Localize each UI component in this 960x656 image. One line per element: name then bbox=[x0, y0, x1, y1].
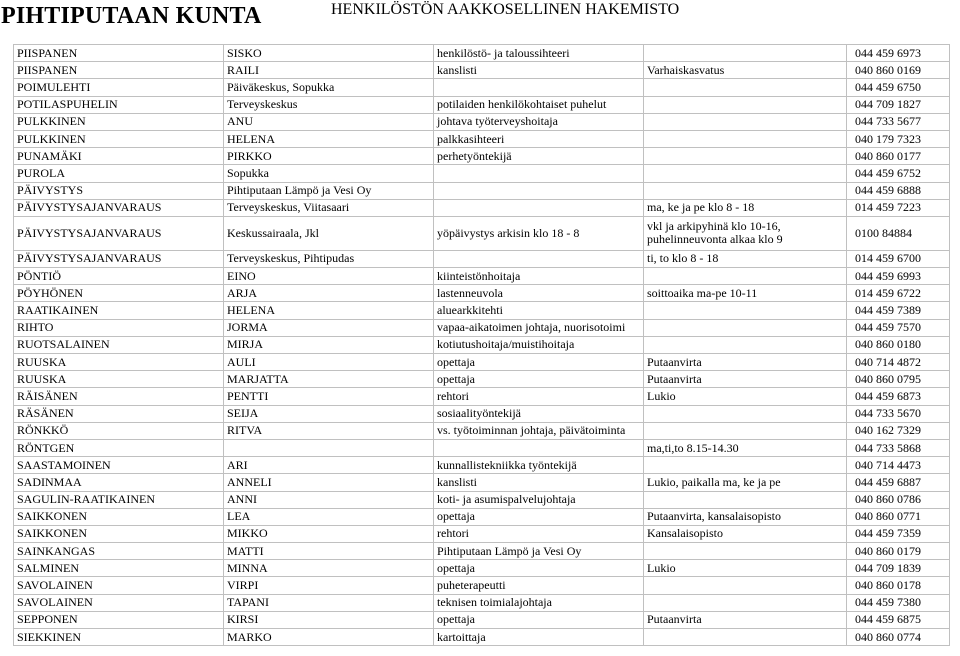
firstname-cell: JORMA bbox=[224, 319, 434, 336]
unit-cell bbox=[644, 79, 847, 96]
phone-cell: 044 459 7380 bbox=[847, 594, 950, 611]
unit-cell: ma, ke ja pe klo 8 - 18 bbox=[644, 199, 847, 216]
surname-cell: PÄIVYSTYSAJANVARAUS bbox=[14, 216, 224, 250]
table-row bbox=[14, 422, 950, 439]
table-row bbox=[14, 130, 950, 147]
role-cell: vs. työtoiminnan johtaja, päivätoiminta bbox=[434, 422, 644, 439]
staff-directory-table bbox=[13, 44, 950, 646]
firstname-cell: HELENA bbox=[224, 302, 434, 319]
surname-cell: SAVOLAINEN bbox=[14, 577, 224, 594]
phone-cell: 040 860 0771 bbox=[847, 508, 950, 525]
phone-cell: 044 459 6873 bbox=[847, 388, 950, 405]
surname-cell: POTILASPUHELIN bbox=[14, 96, 224, 113]
role-cell bbox=[434, 250, 644, 267]
table-row bbox=[14, 79, 950, 96]
surname-cell: SALMINEN bbox=[14, 560, 224, 577]
table-row bbox=[14, 491, 950, 508]
phone-cell: 040 860 0169 bbox=[847, 62, 950, 79]
phone-cell: 014 459 6722 bbox=[847, 285, 950, 302]
role-cell bbox=[434, 439, 644, 456]
role-cell: kunnallistekniikka työntekijä bbox=[434, 457, 644, 474]
table-row bbox=[14, 336, 950, 353]
unit-cell: Putaanvirta bbox=[644, 611, 847, 628]
unit-cell: Lukio bbox=[644, 388, 847, 405]
table-row bbox=[14, 319, 950, 336]
unit-cell bbox=[644, 96, 847, 113]
unit-cell bbox=[644, 594, 847, 611]
table-row bbox=[14, 354, 950, 371]
phone-cell: 044 459 6887 bbox=[847, 474, 950, 491]
firstname-cell: Pihtiputaan Lämpö ja Vesi Oy bbox=[224, 182, 434, 199]
table-row bbox=[14, 62, 950, 79]
table-row bbox=[14, 629, 950, 646]
document-subtitle: HENKILÖSTÖN AAKKOSELLINEN HAKEMISTO bbox=[331, 1, 680, 18]
unit-cell bbox=[644, 336, 847, 353]
phone-cell: 044 459 6752 bbox=[847, 165, 950, 182]
role-cell: yöpäivystys arkisin klo 18 - 8 bbox=[434, 216, 644, 250]
phone-cell: 040 860 0177 bbox=[847, 148, 950, 165]
table-row bbox=[14, 525, 950, 542]
table-row bbox=[14, 611, 950, 628]
unit-cell bbox=[644, 268, 847, 285]
unit-cell: soittoaika ma-pe 10-11 bbox=[644, 285, 847, 302]
table-row bbox=[14, 268, 950, 285]
phone-cell: 040 162 7329 bbox=[847, 422, 950, 439]
table-row bbox=[14, 371, 950, 388]
surname-cell: PÄIVYSTYS bbox=[14, 182, 224, 199]
phone-cell: 044 459 6750 bbox=[847, 79, 950, 96]
role-cell bbox=[434, 165, 644, 182]
firstname-cell: KIRSI bbox=[224, 611, 434, 628]
unit-cell: Kansalaisopisto bbox=[644, 525, 847, 542]
firstname-cell: MIRJA bbox=[224, 336, 434, 353]
role-cell: opettaja bbox=[434, 371, 644, 388]
role-cell bbox=[434, 182, 644, 199]
firstname-cell: PENTTI bbox=[224, 388, 434, 405]
surname-cell: PÖNTIÖ bbox=[14, 268, 224, 285]
surname-cell: RUUSKA bbox=[14, 354, 224, 371]
surname-cell: RIHTO bbox=[14, 319, 224, 336]
unit-cell: ma,ti,to 8.15-14.30 bbox=[644, 439, 847, 456]
surname-cell: PÖYHÖNEN bbox=[14, 285, 224, 302]
firstname-cell: MATTI bbox=[224, 543, 434, 560]
role-cell: puheterapeutti bbox=[434, 577, 644, 594]
phone-cell: 044 459 7570 bbox=[847, 319, 950, 336]
unit-cell: vkl ja arkipyhinä klo 10-16, puhelinneuvonta alkaa klo 9 bbox=[644, 216, 847, 250]
firstname-cell: LEA bbox=[224, 508, 434, 525]
role-cell bbox=[434, 79, 644, 96]
unit-cell bbox=[644, 130, 847, 147]
table-row bbox=[14, 543, 950, 560]
firstname-cell: TAPANI bbox=[224, 594, 434, 611]
table-row bbox=[14, 96, 950, 113]
unit-cell bbox=[644, 577, 847, 594]
role-cell: johtava työterveyshoitaja bbox=[434, 113, 644, 130]
phone-cell: 044 709 1827 bbox=[847, 96, 950, 113]
firstname-cell: Terveyskeskus, Pihtipudas bbox=[224, 250, 434, 267]
surname-cell: SAASTAMOINEN bbox=[14, 457, 224, 474]
surname-cell: PIISPANEN bbox=[14, 62, 224, 79]
firstname-cell: MINNA bbox=[224, 560, 434, 577]
table-row bbox=[14, 113, 950, 130]
phone-cell: 040 860 0786 bbox=[847, 491, 950, 508]
firstname-cell: MIKKO bbox=[224, 525, 434, 542]
surname-cell: RÄSÄNEN bbox=[14, 405, 224, 422]
role-cell: potilaiden henkilökohtaiset puhelut bbox=[434, 96, 644, 113]
firstname-cell: Keskussairaala, Jkl bbox=[224, 216, 434, 250]
role-cell: kiinteistönhoitaja bbox=[434, 268, 644, 285]
phone-cell: 044 459 6875 bbox=[847, 611, 950, 628]
table-row bbox=[14, 594, 950, 611]
table-row bbox=[14, 508, 950, 525]
table-row bbox=[14, 165, 950, 182]
firstname-cell: RITVA bbox=[224, 422, 434, 439]
role-cell: palkkasihteeri bbox=[434, 130, 644, 147]
role-cell: sosiaalityöntekijä bbox=[434, 405, 644, 422]
phone-cell: 014 459 7223 bbox=[847, 199, 950, 216]
role-cell: kanslisti bbox=[434, 474, 644, 491]
firstname-cell: VIRPI bbox=[224, 577, 434, 594]
table-row bbox=[14, 388, 950, 405]
surname-cell: RÖNKKÖ bbox=[14, 422, 224, 439]
surname-cell: RAATIKAINEN bbox=[14, 302, 224, 319]
phone-cell: 040 860 0178 bbox=[847, 577, 950, 594]
firstname-cell: EINO bbox=[224, 268, 434, 285]
role-cell: rehtori bbox=[434, 525, 644, 542]
phone-cell: 044 459 6888 bbox=[847, 182, 950, 199]
table-row bbox=[14, 182, 950, 199]
surname-cell: PULKKINEN bbox=[14, 113, 224, 130]
surname-cell: SAIKKONEN bbox=[14, 508, 224, 525]
phone-cell: 040 714 4473 bbox=[847, 457, 950, 474]
role-cell: rehtori bbox=[434, 388, 644, 405]
firstname-cell: Päiväkeskus, Sopukka bbox=[224, 79, 434, 96]
unit-cell: Varhaiskasvatus bbox=[644, 62, 847, 79]
unit-cell bbox=[644, 182, 847, 199]
surname-cell: RUOTSALAINEN bbox=[14, 336, 224, 353]
firstname-cell: ARJA bbox=[224, 285, 434, 302]
firstname-cell: ANNELI bbox=[224, 474, 434, 491]
table-row bbox=[14, 148, 950, 165]
unit-cell: Lukio, paikalla ma, ke ja pe bbox=[644, 474, 847, 491]
phone-cell: 014 459 6700 bbox=[847, 250, 950, 267]
unit-cell bbox=[644, 422, 847, 439]
phone-cell: 044 709 1839 bbox=[847, 560, 950, 577]
firstname-cell: Terveyskeskus bbox=[224, 96, 434, 113]
firstname-cell: HELENA bbox=[224, 130, 434, 147]
table-row bbox=[14, 199, 950, 216]
role-cell: aluearkkitehti bbox=[434, 302, 644, 319]
surname-cell: PULKKINEN bbox=[14, 130, 224, 147]
role-cell: kartoittaja bbox=[434, 629, 644, 646]
table-row bbox=[14, 45, 950, 62]
unit-cell bbox=[644, 629, 847, 646]
role-cell: opettaja bbox=[434, 560, 644, 577]
phone-cell: 040 860 0774 bbox=[847, 629, 950, 646]
phone-cell: 044 733 5670 bbox=[847, 405, 950, 422]
unit-cell: ti, to klo 8 - 18 bbox=[644, 250, 847, 267]
role-cell: vapaa-aikatoimen johtaja, nuorisotoimi bbox=[434, 319, 644, 336]
surname-cell: SADINMAA bbox=[14, 474, 224, 491]
unit-cell bbox=[644, 491, 847, 508]
unit-cell bbox=[644, 302, 847, 319]
phone-cell: 0100 84884 bbox=[847, 216, 950, 250]
role-cell: kanslisti bbox=[434, 62, 644, 79]
firstname-cell: ANU bbox=[224, 113, 434, 130]
firstname-cell: SEIJA bbox=[224, 405, 434, 422]
phone-cell: 040 860 0179 bbox=[847, 543, 950, 560]
unit-cell bbox=[644, 113, 847, 130]
surname-cell: RÖNTGEN bbox=[14, 439, 224, 456]
phone-cell: 040 860 0180 bbox=[847, 336, 950, 353]
table-row bbox=[14, 474, 950, 491]
surname-cell: PIISPANEN bbox=[14, 45, 224, 62]
table-row bbox=[14, 405, 950, 422]
role-cell: teknisen toimialajohtaja bbox=[434, 594, 644, 611]
role-cell: opettaja bbox=[434, 508, 644, 525]
firstname-cell: RAILI bbox=[224, 62, 434, 79]
unit-cell bbox=[644, 148, 847, 165]
surname-cell: RUUSKA bbox=[14, 371, 224, 388]
role-cell: opettaja bbox=[434, 611, 644, 628]
staff-directory-body bbox=[14, 45, 950, 646]
firstname-cell: Sopukka bbox=[224, 165, 434, 182]
firstname-cell: Terveyskeskus, Viitasaari bbox=[224, 199, 434, 216]
role-cell: henkilöstö- ja taloussihteeri bbox=[434, 45, 644, 62]
surname-cell: SAGULIN-RAATIKAINEN bbox=[14, 491, 224, 508]
phone-cell: 040 860 0795 bbox=[847, 371, 950, 388]
unit-cell bbox=[644, 45, 847, 62]
unit-cell: Lukio bbox=[644, 560, 847, 577]
surname-cell: POIMULEHTI bbox=[14, 79, 224, 96]
surname-cell: PUROLA bbox=[14, 165, 224, 182]
phone-cell: 044 733 5677 bbox=[847, 113, 950, 130]
surname-cell: RÄISÄNEN bbox=[14, 388, 224, 405]
unit-cell bbox=[644, 165, 847, 182]
firstname-cell: SISKO bbox=[224, 45, 434, 62]
surname-cell: SAVOLAINEN bbox=[14, 594, 224, 611]
page-title: PIHTIPUTAAN KUNTA bbox=[1, 3, 262, 29]
firstname-cell: MARKO bbox=[224, 629, 434, 646]
unit-cell: Putaanvirta bbox=[644, 354, 847, 371]
role-cell: koti- ja asumispalvelujohtaja bbox=[434, 491, 644, 508]
table-row bbox=[14, 577, 950, 594]
surname-cell: PÄIVYSTYSAJANVARAUS bbox=[14, 199, 224, 216]
role-cell: perhetyöntekijä bbox=[434, 148, 644, 165]
surname-cell: SAIKKONEN bbox=[14, 525, 224, 542]
surname-cell: SIEKKINEN bbox=[14, 629, 224, 646]
firstname-cell: ANNI bbox=[224, 491, 434, 508]
unit-cell bbox=[644, 405, 847, 422]
surname-cell: PÄIVYSTYSAJANVARAUS bbox=[14, 250, 224, 267]
firstname-cell: AULI bbox=[224, 354, 434, 371]
unit-cell bbox=[644, 319, 847, 336]
firstname-cell: ARI bbox=[224, 457, 434, 474]
unit-cell: Putaanvirta, kansalaisopisto bbox=[644, 508, 847, 525]
table-row bbox=[14, 302, 950, 319]
role-cell: opettaja bbox=[434, 354, 644, 371]
table-row bbox=[14, 439, 950, 456]
role-cell: lastenneuvola bbox=[434, 285, 644, 302]
surname-cell: PUNAMÄKI bbox=[14, 148, 224, 165]
role-cell: Pihtiputaan Lämpö ja Vesi Oy bbox=[434, 543, 644, 560]
phone-cell: 040 714 4872 bbox=[847, 354, 950, 371]
firstname-cell bbox=[224, 439, 434, 456]
table-row bbox=[14, 216, 950, 250]
table-row bbox=[14, 560, 950, 577]
firstname-cell: PIRKKO bbox=[224, 148, 434, 165]
role-cell: kotiutushoitaja/muistihoitaja bbox=[434, 336, 644, 353]
phone-cell: 044 459 7359 bbox=[847, 525, 950, 542]
role-cell bbox=[434, 199, 644, 216]
table-row bbox=[14, 250, 950, 267]
phone-cell: 044 733 5868 bbox=[847, 439, 950, 456]
unit-cell bbox=[644, 543, 847, 560]
unit-cell bbox=[644, 457, 847, 474]
phone-cell: 040 179 7323 bbox=[847, 130, 950, 147]
phone-cell: 044 459 6993 bbox=[847, 268, 950, 285]
firstname-cell: MARJATTA bbox=[224, 371, 434, 388]
phone-cell: 044 459 7389 bbox=[847, 302, 950, 319]
table-row bbox=[14, 285, 950, 302]
surname-cell: SAINKANGAS bbox=[14, 543, 224, 560]
table-row bbox=[14, 457, 950, 474]
phone-cell: 044 459 6973 bbox=[847, 45, 950, 62]
unit-cell: Putaanvirta bbox=[644, 371, 847, 388]
surname-cell: SEPPONEN bbox=[14, 611, 224, 628]
